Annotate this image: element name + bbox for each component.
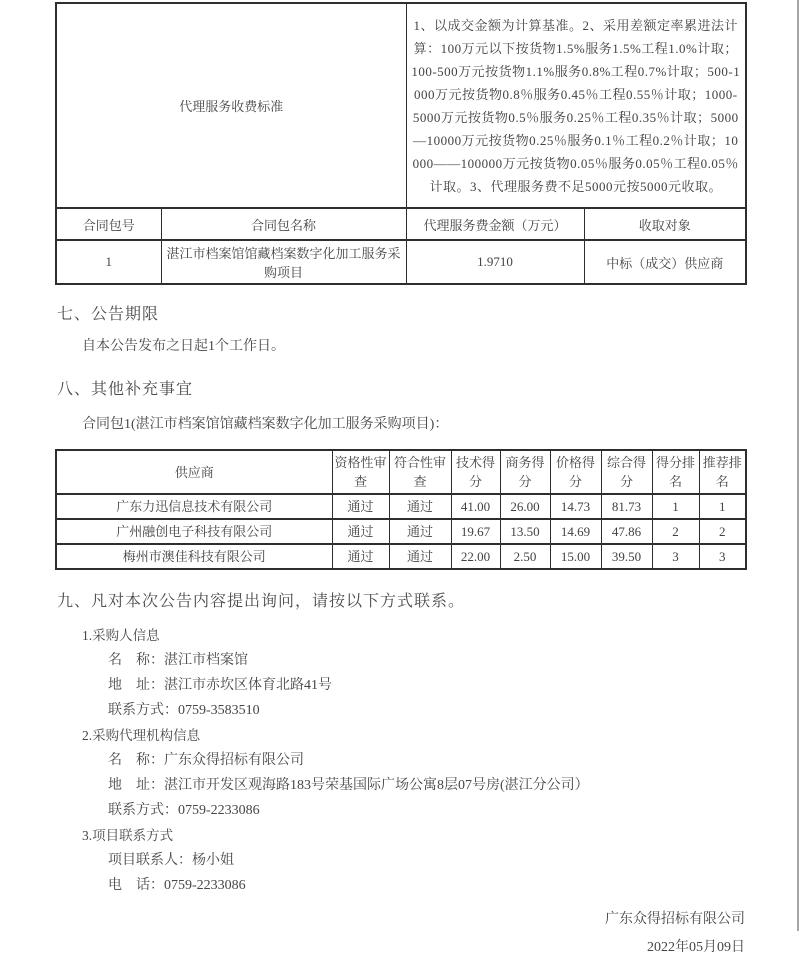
price-score: 14.69 (550, 519, 601, 544)
signature-company: 广东众得招标有限公司 (605, 912, 745, 927)
col-price-score: 价格得分 (550, 450, 601, 494)
section7-body: 自本公告发布之日起1个工作日。 (82, 339, 285, 354)
project-group-label: 3.项目联系方式 (82, 828, 174, 843)
project-contact-person: 项目联系人：杨小姐 (108, 853, 234, 868)
fee-standard-row (56, 3, 746, 208)
table-row (56, 544, 746, 569)
technical-score: 22.00 (451, 544, 500, 569)
section9-title: 九、凡对本次公告内容提出询问，请按以下方式联系。 (57, 593, 466, 610)
score-rank: 3 (652, 544, 699, 569)
col-score-rank: 得分排名 (652, 450, 699, 494)
col-package-name: 合同包名称 (161, 208, 406, 240)
price-score: 14.73 (550, 494, 601, 519)
purchaser-phone: 联系方式：0759-3583510 (108, 703, 260, 718)
section8-intro: 合同包1(湛江市档案馆馆藏档案数字化加工服务采购项目)： (82, 417, 449, 432)
qualification-result: 通过 (332, 544, 389, 569)
purchaser-name: 名 称：湛江市档案馆 (108, 653, 248, 668)
evaluation-table (55, 449, 747, 570)
agency-phone: 联系方式：0759-2233086 (108, 803, 260, 818)
conformity-result: 通过 (389, 544, 451, 569)
fee-standard-description: 1、以成交金额为计算基准。2、采用差额定率累进法计算：100万元以下按货物1.5%服务1.5%工程1.0%计取；100-500万元按货物1.1%服务0.8%工程0.7%计取；500-1000万元按货物0.8％服务0.45％工程0.55％计取；1000-5000万元按货物0.5％服务0.25％工程0.35％计取；5000—10000万元按货物0.25％服务0.1％工程0.2％计取；10000——100000万元按货物0.05％服务0.05％工程0.05％计取。3、代理服务费不足5000元按5000元收取。 (406, 3, 746, 208)
fee-standard-label: 代理服务收费标准 (56, 3, 406, 208)
evaluation-header-row (56, 450, 746, 494)
signature-block (55, 906, 745, 962)
col-qualification-review: 资格性审查 (332, 450, 389, 494)
agency-address: 地 址：湛江市开发区观海路183号荣基国际广场公寓8层07号房(湛江分公司） (108, 778, 589, 793)
supplier-name: 广东力迅信息技术有限公司 (56, 494, 332, 519)
page-edge-line (797, 0, 799, 931)
purchaser-address: 地 址：湛江市赤坎区体育北路41号 (108, 678, 332, 693)
announcement-document (55, 2, 745, 962)
total-score: 81.73 (601, 494, 652, 519)
package-no: 1 (56, 240, 161, 284)
agency-name: 名 称：广东众得招标有限公司 (108, 753, 304, 768)
score-rank: 2 (652, 519, 699, 544)
package-name: 湛江市档案馆馆藏档案数字化加工服务采购项目 (161, 240, 406, 284)
total-score: 47.86 (601, 519, 652, 544)
supplier-name: 梅州市澳佳科技有限公司 (56, 544, 332, 569)
col-agency-fee: 代理服务费金额（万元） (406, 208, 584, 240)
price-score: 15.00 (550, 544, 601, 569)
recommend-rank: 2 (699, 519, 746, 544)
col-charge-target: 收取对象 (584, 208, 746, 240)
qualification-result: 通过 (332, 494, 389, 519)
qualification-result: 通过 (332, 519, 389, 544)
col-business-score: 商务得分 (500, 450, 550, 494)
technical-score: 19.67 (451, 519, 500, 544)
section8-title: 八、其他补充事宜 (57, 381, 194, 398)
project-phone: 电 话：0759-2233086 (108, 878, 246, 893)
evaluation-table-wrapper (55, 449, 745, 570)
col-total-score: 综合得分 (601, 450, 652, 494)
conformity-result: 通过 (389, 519, 451, 544)
section7-title: 七、公告期限 (57, 306, 160, 323)
recommend-rank: 3 (699, 544, 746, 569)
conformity-result: 通过 (389, 494, 451, 519)
col-conformity-review: 符合性审查 (389, 450, 451, 494)
agency-group-label: 2.采购代理机构信息 (82, 728, 201, 743)
table-row (56, 519, 746, 544)
agency-fee-amount: 1.9710 (406, 240, 584, 284)
charge-target: 中标（成交）供应商 (584, 240, 746, 284)
business-score: 13.50 (500, 519, 550, 544)
total-score: 39.50 (601, 544, 652, 569)
fee-standard-table (55, 2, 747, 285)
table-row (56, 494, 746, 519)
signature-date: 2022年05月09日 (647, 940, 745, 955)
supplier-name: 广州融创电子科技有限公司 (56, 519, 332, 544)
score-rank: 1 (652, 494, 699, 519)
col-supplier: 供应商 (56, 450, 332, 494)
recommend-rank: 1 (699, 494, 746, 519)
contact-block (55, 623, 745, 898)
technical-score: 41.00 (451, 494, 500, 519)
package-header-row (56, 208, 746, 240)
col-package-no: 合同包号 (56, 208, 161, 240)
business-score: 26.00 (500, 494, 550, 519)
col-technical-score: 技术得分 (451, 450, 500, 494)
col-recommend-rank: 推荐排名 (699, 450, 746, 494)
package-data-row (56, 240, 746, 284)
purchaser-group-label: 1.采购人信息 (82, 628, 160, 643)
business-score: 2.50 (500, 544, 550, 569)
